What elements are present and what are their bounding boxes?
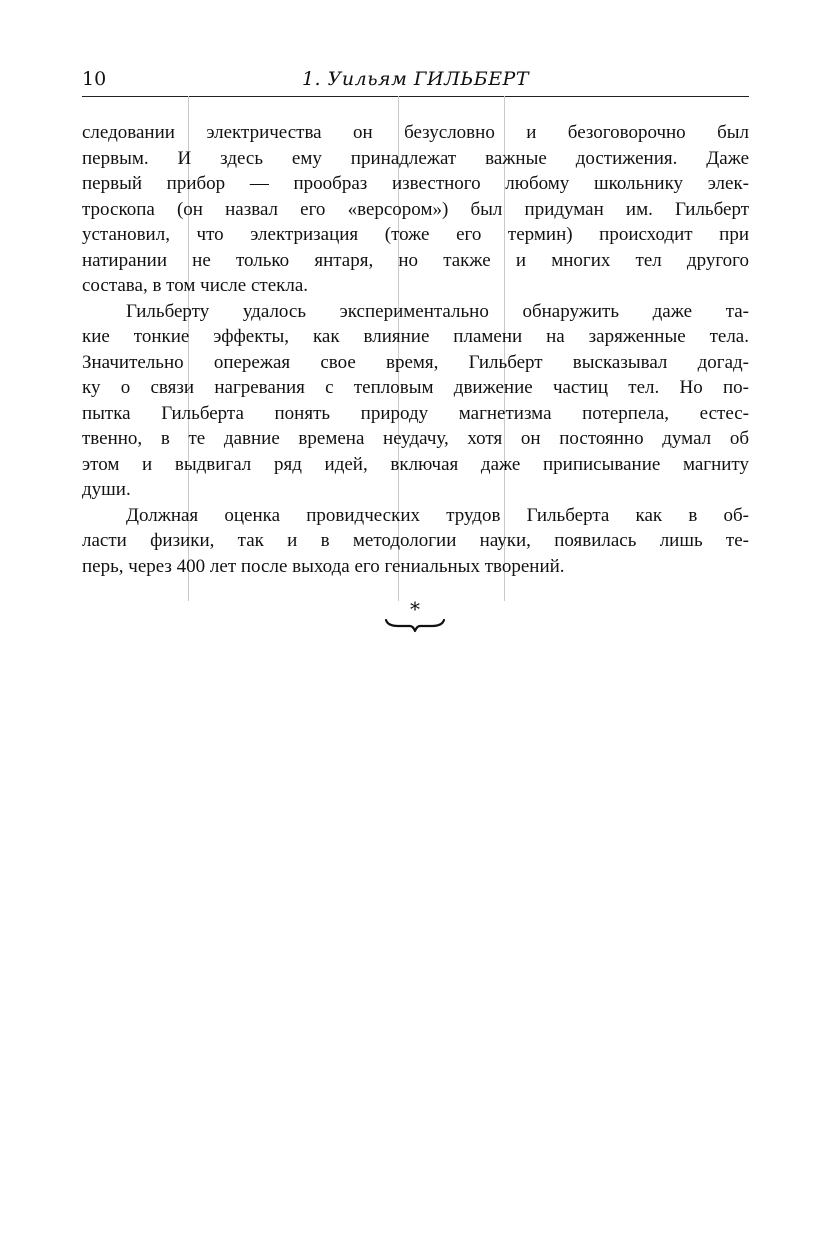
section-end-ornament [384,598,446,638]
text-line: пытка Гильберта понять природу магнетизма потерпела, естес- [82,402,749,424]
underbrace-icon [386,620,444,631]
ornament-star-icon: * [410,598,420,621]
text-line: первым. И здесь ему принадлежат важные достижения. Даже [82,147,749,169]
text-line: первый прибор — прообраз известного любому школьнику элек- [82,173,749,194]
text-line: Значительно опережая свое время, Гильберт высказывал догад- [82,351,749,373]
text-line: этом и выдвигал ряд идей, включая даже приписывание магниту [82,453,749,475]
body-text [82,120,749,579]
text-line: кие тонкие эффекты, как влияние пламени на заряженные тела. [82,326,749,347]
text-line: установил, что электризация (тоже его термин) происходит при [82,224,749,245]
text-line: перь, через 400 лет после выхода его гениальных творений. [82,555,565,577]
text-line: твенно, в те давние времена неудачу, хотя он постоянно думал об [82,428,749,449]
text-line: троскопа (он назвал его «версором») был придуман им. Гильберт [82,198,749,220]
text-line: Должная оценка провидческих трудов Гильберта как в об- [126,504,749,526]
text-line: ку о связи нагревания с тепловым движение частиц тел. Но по- [82,377,749,398]
text-line: ласти физики, так и в методологии науки, появилась лишь те- [82,530,749,551]
text-line: состава, в том числе стекла. [82,275,309,296]
paragraph-2 [82,299,749,503]
paragraph-3 [82,503,749,580]
running-head-title: 1. Уильям ГИЛЬБЕРТ [301,68,530,90]
text-line: души. [82,479,131,500]
paragraph-1 [82,120,749,299]
running-header [82,66,749,97]
text-line: следовании электричества он безусловно и безоговорочно был [82,122,749,143]
page-number: 10 [82,68,107,90]
text-line: Гильберту удалось экспериментально обнаружить даже та- [126,300,749,322]
text-line: натирании не только янтаря, но также и многих тел другого [82,249,749,271]
